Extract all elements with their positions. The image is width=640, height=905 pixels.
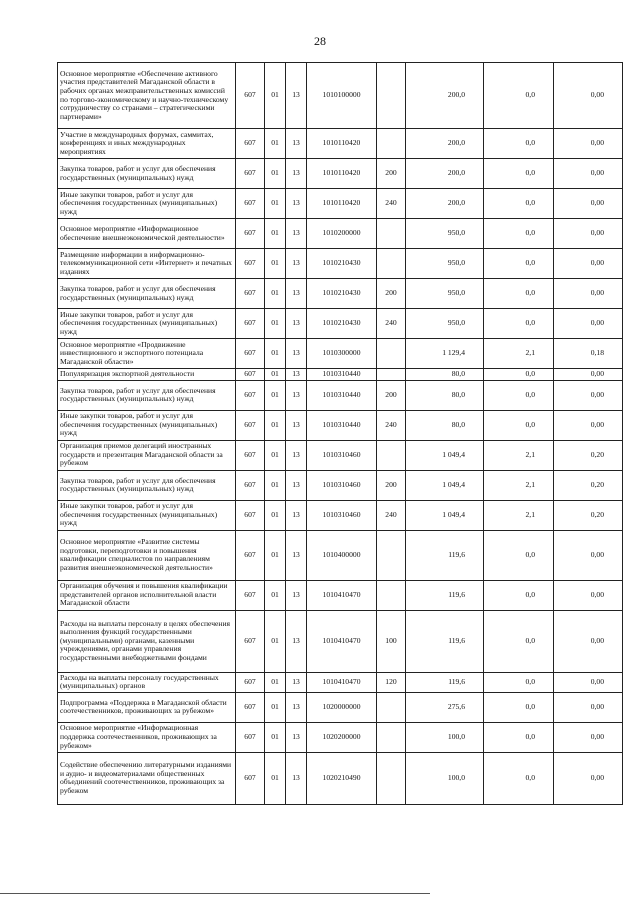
ved-cell: 607 bbox=[236, 470, 265, 500]
plan-amount-cell: 119,6 bbox=[406, 530, 484, 580]
executed-amount-cell: 2,1 bbox=[484, 470, 554, 500]
executed-amount-cell: 2,1 bbox=[484, 440, 554, 470]
table-row bbox=[58, 339, 623, 369]
percent-cell: 0,00 bbox=[554, 279, 623, 309]
percent-cell: 0,00 bbox=[554, 672, 623, 692]
plan-amount-cell: 1 049,4 bbox=[406, 440, 484, 470]
percent-cell: 0,00 bbox=[554, 692, 623, 722]
vr-cell: 100 bbox=[377, 610, 406, 672]
executed-amount-cell: 0,0 bbox=[484, 369, 554, 381]
row-name-cell: Расходы на выплаты персоналу в целях обеспечения выполнения функций государственными (муниципальными) органами, казенными учреждениями, органами управления государственными внебюджетными фондами bbox=[58, 610, 236, 672]
rz-cell: 01 bbox=[265, 692, 286, 722]
csr-cell: 1010110420 bbox=[307, 129, 377, 159]
ved-cell: 607 bbox=[236, 692, 265, 722]
percent-cell: 0,00 bbox=[554, 249, 623, 279]
percent-cell: 0,00 bbox=[554, 752, 623, 804]
vr-cell bbox=[377, 440, 406, 470]
percent-cell: 0,00 bbox=[554, 189, 623, 219]
rz-cell: 01 bbox=[265, 410, 286, 440]
executed-amount-cell: 0,0 bbox=[484, 159, 554, 189]
pr-cell: 13 bbox=[286, 369, 307, 381]
table-row bbox=[58, 219, 623, 249]
percent-cell: 0,00 bbox=[554, 530, 623, 580]
csr-cell: 1010410470 bbox=[307, 672, 377, 692]
ved-cell: 607 bbox=[236, 440, 265, 470]
rz-cell: 01 bbox=[265, 279, 286, 309]
percent-cell: 0,00 bbox=[554, 610, 623, 672]
executed-amount-cell: 2,1 bbox=[484, 500, 554, 530]
vr-cell: 200 bbox=[377, 159, 406, 189]
percent-cell: 0,00 bbox=[554, 722, 623, 752]
vr-cell bbox=[377, 219, 406, 249]
rz-cell: 01 bbox=[265, 63, 286, 129]
csr-cell: 1010310460 bbox=[307, 500, 377, 530]
csr-cell: 1010310440 bbox=[307, 410, 377, 440]
executed-amount-cell: 0,0 bbox=[484, 279, 554, 309]
csr-cell: 1010310440 bbox=[307, 369, 377, 381]
ved-cell: 607 bbox=[236, 500, 265, 530]
csr-cell: 1010310460 bbox=[307, 440, 377, 470]
row-name-cell: Организация обучения и повышения квалификации представителей органов исполнительной власти Магаданской области bbox=[58, 580, 236, 610]
pr-cell: 13 bbox=[286, 279, 307, 309]
percent-cell: 0,00 bbox=[554, 159, 623, 189]
pr-cell: 13 bbox=[286, 752, 307, 804]
table-row bbox=[58, 369, 623, 381]
plan-amount-cell: 200,0 bbox=[406, 189, 484, 219]
rz-cell: 01 bbox=[265, 440, 286, 470]
rz-cell: 01 bbox=[265, 580, 286, 610]
percent-cell: 0,00 bbox=[554, 219, 623, 249]
csr-cell: 1020210490 bbox=[307, 752, 377, 804]
row-name-cell: Участие в международных форумах, саммитах, конференциях и иных международных мероприятиях bbox=[58, 129, 236, 159]
table-row bbox=[58, 279, 623, 309]
vr-cell: 240 bbox=[377, 500, 406, 530]
plan-amount-cell: 950,0 bbox=[406, 219, 484, 249]
vr-cell bbox=[377, 530, 406, 580]
pr-cell: 13 bbox=[286, 219, 307, 249]
ved-cell: 607 bbox=[236, 63, 265, 129]
ved-cell: 607 bbox=[236, 580, 265, 610]
ved-cell: 607 bbox=[236, 530, 265, 580]
ved-cell: 607 bbox=[236, 369, 265, 381]
vr-cell: 200 bbox=[377, 279, 406, 309]
percent-cell: 0,00 bbox=[554, 580, 623, 610]
row-name-cell: Размещение информации в информационно-телекоммуникационной сети «Интернет» и печатных изданиях bbox=[58, 249, 236, 279]
table-row bbox=[58, 189, 623, 219]
csr-cell: 1010300000 bbox=[307, 339, 377, 369]
row-name-cell: Иные закупки товаров, работ и услуг для обеспечения государственных (муниципальных) нужд bbox=[58, 500, 236, 530]
ved-cell: 607 bbox=[236, 159, 265, 189]
rz-cell: 01 bbox=[265, 530, 286, 580]
plan-amount-cell: 80,0 bbox=[406, 410, 484, 440]
csr-cell: 1020200000 bbox=[307, 722, 377, 752]
table-row bbox=[58, 530, 623, 580]
percent-cell: 0,00 bbox=[554, 309, 623, 339]
pr-cell: 13 bbox=[286, 692, 307, 722]
pr-cell: 13 bbox=[286, 410, 307, 440]
rz-cell: 01 bbox=[265, 380, 286, 410]
ved-cell: 607 bbox=[236, 249, 265, 279]
percent-cell: 0,20 bbox=[554, 470, 623, 500]
ved-cell: 607 bbox=[236, 722, 265, 752]
table-row bbox=[58, 129, 623, 159]
plan-amount-cell: 200,0 bbox=[406, 129, 484, 159]
vr-cell: 240 bbox=[377, 410, 406, 440]
table-row bbox=[58, 692, 623, 722]
csr-cell: 1010310440 bbox=[307, 380, 377, 410]
vr-cell bbox=[377, 129, 406, 159]
rz-cell: 01 bbox=[265, 189, 286, 219]
pr-cell: 13 bbox=[286, 380, 307, 410]
executed-amount-cell: 0,0 bbox=[484, 722, 554, 752]
plan-amount-cell: 80,0 bbox=[406, 369, 484, 381]
row-name-cell: Популяризация экспортной деятельности bbox=[58, 369, 236, 381]
rz-cell: 01 bbox=[265, 339, 286, 369]
plan-amount-cell: 200,0 bbox=[406, 159, 484, 189]
pr-cell: 13 bbox=[286, 530, 307, 580]
vr-cell: 240 bbox=[377, 309, 406, 339]
executed-amount-cell: 0,0 bbox=[484, 610, 554, 672]
rz-cell: 01 bbox=[265, 672, 286, 692]
pr-cell: 13 bbox=[286, 339, 307, 369]
vr-cell: 120 bbox=[377, 672, 406, 692]
ved-cell: 607 bbox=[236, 279, 265, 309]
table-row bbox=[58, 500, 623, 530]
rz-cell: 01 bbox=[265, 249, 286, 279]
pr-cell: 13 bbox=[286, 249, 307, 279]
csr-cell: 1010410470 bbox=[307, 610, 377, 672]
percent-cell: 0,00 bbox=[554, 129, 623, 159]
table-row bbox=[58, 440, 623, 470]
row-name-cell: Основное мероприятие «Продвижение инвестиционного и экспортного потенциала Магаданской области» bbox=[58, 339, 236, 369]
rz-cell: 01 bbox=[265, 219, 286, 249]
vr-cell bbox=[377, 63, 406, 129]
pr-cell: 13 bbox=[286, 470, 307, 500]
csr-cell: 1010110420 bbox=[307, 189, 377, 219]
ved-cell: 607 bbox=[236, 309, 265, 339]
row-name-cell: Основное мероприятие «Обеспечение активного участия представителей Магаданской области в рабочих органах межправительственных комиссий по торгово-экономическому и научно-техническому сотрудничеству со странами – стратегическими партнерами» bbox=[58, 63, 236, 129]
vr-cell: 200 bbox=[377, 470, 406, 500]
pr-cell: 13 bbox=[286, 309, 307, 339]
percent-cell: 0,00 bbox=[554, 380, 623, 410]
row-name-cell: Основное мероприятие «Информационное обеспечение внешнеэкономической деятельности» bbox=[58, 219, 236, 249]
rz-cell: 01 bbox=[265, 470, 286, 500]
vr-cell bbox=[377, 722, 406, 752]
row-name-cell: Закупка товаров, работ и услуг для обеспечения государственных (муниципальных) нужд bbox=[58, 279, 236, 309]
csr-cell: 1020000000 bbox=[307, 692, 377, 722]
pr-cell: 13 bbox=[286, 129, 307, 159]
row-name-cell: Закупка товаров, работ и услуг для обеспечения государственных (муниципальных) нужд bbox=[58, 380, 236, 410]
vr-cell: 200 bbox=[377, 380, 406, 410]
csr-cell: 1010400000 bbox=[307, 530, 377, 580]
table-row bbox=[58, 722, 623, 752]
vr-cell bbox=[377, 249, 406, 279]
rz-cell: 01 bbox=[265, 500, 286, 530]
footer-rule bbox=[0, 893, 430, 894]
pr-cell: 13 bbox=[286, 63, 307, 129]
executed-amount-cell: 0,0 bbox=[484, 219, 554, 249]
executed-amount-cell: 0,0 bbox=[484, 189, 554, 219]
plan-amount-cell: 950,0 bbox=[406, 309, 484, 339]
row-name-cell: Иные закупки товаров, работ и услуг для обеспечения государственных (муниципальных) нужд bbox=[58, 189, 236, 219]
pr-cell: 13 bbox=[286, 722, 307, 752]
rz-cell: 01 bbox=[265, 722, 286, 752]
vr-cell bbox=[377, 339, 406, 369]
ved-cell: 607 bbox=[236, 189, 265, 219]
ved-cell: 607 bbox=[236, 219, 265, 249]
ved-cell: 607 bbox=[236, 339, 265, 369]
table-row bbox=[58, 410, 623, 440]
pr-cell: 13 bbox=[286, 159, 307, 189]
plan-amount-cell: 119,6 bbox=[406, 580, 484, 610]
percent-cell: 0,18 bbox=[554, 339, 623, 369]
rz-cell: 01 bbox=[265, 159, 286, 189]
row-name-cell: Иные закупки товаров, работ и услуг для обеспечения государственных (муниципальных) нужд bbox=[58, 410, 236, 440]
executed-amount-cell: 0,0 bbox=[484, 410, 554, 440]
ved-cell: 607 bbox=[236, 752, 265, 804]
executed-amount-cell: 0,0 bbox=[484, 752, 554, 804]
ved-cell: 607 bbox=[236, 129, 265, 159]
percent-cell: 0,20 bbox=[554, 500, 623, 530]
vr-cell bbox=[377, 580, 406, 610]
page-number: 28 bbox=[314, 34, 326, 48]
plan-amount-cell: 80,0 bbox=[406, 380, 484, 410]
table-row bbox=[58, 309, 623, 339]
pr-cell: 13 bbox=[286, 440, 307, 470]
table-row bbox=[58, 752, 623, 804]
csr-cell: 1010410470 bbox=[307, 580, 377, 610]
csr-cell: 1010100000 bbox=[307, 63, 377, 129]
plan-amount-cell: 275,6 bbox=[406, 692, 484, 722]
row-name-cell: Иные закупки товаров, работ и услуг для обеспечения государственных (муниципальных) нужд bbox=[58, 309, 236, 339]
executed-amount-cell: 0,0 bbox=[484, 672, 554, 692]
pr-cell: 13 bbox=[286, 580, 307, 610]
budget-table bbox=[57, 62, 623, 805]
pr-cell: 13 bbox=[286, 500, 307, 530]
plan-amount-cell: 119,6 bbox=[406, 672, 484, 692]
row-name-cell: Подпрограмма «Поддержка в Магаданской области соотечественников, проживающих за рубежом» bbox=[58, 692, 236, 722]
pr-cell: 13 bbox=[286, 672, 307, 692]
percent-cell: 0,00 bbox=[554, 369, 623, 381]
pr-cell: 13 bbox=[286, 610, 307, 672]
csr-cell: 1010200000 bbox=[307, 219, 377, 249]
executed-amount-cell: 0,0 bbox=[484, 530, 554, 580]
table-row bbox=[58, 249, 623, 279]
executed-amount-cell: 0,0 bbox=[484, 309, 554, 339]
table-row bbox=[58, 470, 623, 500]
plan-amount-cell: 950,0 bbox=[406, 249, 484, 279]
table-row bbox=[58, 63, 623, 129]
executed-amount-cell: 0,0 bbox=[484, 380, 554, 410]
plan-amount-cell: 1 049,4 bbox=[406, 470, 484, 500]
table-row bbox=[58, 380, 623, 410]
executed-amount-cell: 0,0 bbox=[484, 63, 554, 129]
plan-amount-cell: 200,0 bbox=[406, 63, 484, 129]
executed-amount-cell: 0,0 bbox=[484, 692, 554, 722]
plan-amount-cell: 100,0 bbox=[406, 722, 484, 752]
row-name-cell: Содействие обеспечению литературными изданиями и аудио- и видеоматериалами общественных объединений соотечественников, проживающих за рубежом bbox=[58, 752, 236, 804]
row-name-cell: Организация приемов делегаций иностранных государств и презентация Магаданской области за рубежом bbox=[58, 440, 236, 470]
ved-cell: 607 bbox=[236, 380, 265, 410]
plan-amount-cell: 100,0 bbox=[406, 752, 484, 804]
row-name-cell: Расходы на выплаты персоналу государственных (муниципальных) органов bbox=[58, 672, 236, 692]
csr-cell: 1010310460 bbox=[307, 470, 377, 500]
plan-amount-cell: 1 129,4 bbox=[406, 339, 484, 369]
row-name-cell: Закупка товаров, работ и услуг для обеспечения государственных (муниципальных) нужд bbox=[58, 159, 236, 189]
table-row bbox=[58, 610, 623, 672]
pr-cell: 13 bbox=[286, 189, 307, 219]
plan-amount-cell: 119,6 bbox=[406, 610, 484, 672]
plan-amount-cell: 1 049,4 bbox=[406, 500, 484, 530]
row-name-cell: Основное мероприятие «Информационная поддержка соотечественников, проживающих за рубежом» bbox=[58, 722, 236, 752]
table-body bbox=[58, 63, 623, 805]
csr-cell: 1010210430 bbox=[307, 249, 377, 279]
ved-cell: 607 bbox=[236, 672, 265, 692]
table-row bbox=[58, 580, 623, 610]
percent-cell: 0,00 bbox=[554, 63, 623, 129]
rz-cell: 01 bbox=[265, 610, 286, 672]
percent-cell: 0,20 bbox=[554, 440, 623, 470]
vr-cell bbox=[377, 752, 406, 804]
ved-cell: 607 bbox=[236, 410, 265, 440]
vr-cell: 240 bbox=[377, 189, 406, 219]
row-name-cell: Основное мероприятие «Развитие системы подготовки, переподготовки и повышения квалификации специалистов по направлениям развития внешнеэкономической деятельности» bbox=[58, 530, 236, 580]
rz-cell: 01 bbox=[265, 309, 286, 339]
rz-cell: 01 bbox=[265, 752, 286, 804]
executed-amount-cell: 2,1 bbox=[484, 339, 554, 369]
ved-cell: 607 bbox=[236, 610, 265, 672]
rz-cell: 01 bbox=[265, 369, 286, 381]
plan-amount-cell: 950,0 bbox=[406, 279, 484, 309]
csr-cell: 1010210430 bbox=[307, 309, 377, 339]
executed-amount-cell: 0,0 bbox=[484, 129, 554, 159]
csr-cell: 1010210430 bbox=[307, 279, 377, 309]
executed-amount-cell: 0,0 bbox=[484, 580, 554, 610]
percent-cell: 0,00 bbox=[554, 410, 623, 440]
csr-cell: 1010110420 bbox=[307, 159, 377, 189]
table-row bbox=[58, 159, 623, 189]
rz-cell: 01 bbox=[265, 129, 286, 159]
vr-cell bbox=[377, 692, 406, 722]
vr-cell bbox=[377, 369, 406, 381]
row-name-cell: Закупка товаров, работ и услуг для обеспечения государственных (муниципальных) нужд bbox=[58, 470, 236, 500]
table-row bbox=[58, 672, 623, 692]
executed-amount-cell: 0,0 bbox=[484, 249, 554, 279]
